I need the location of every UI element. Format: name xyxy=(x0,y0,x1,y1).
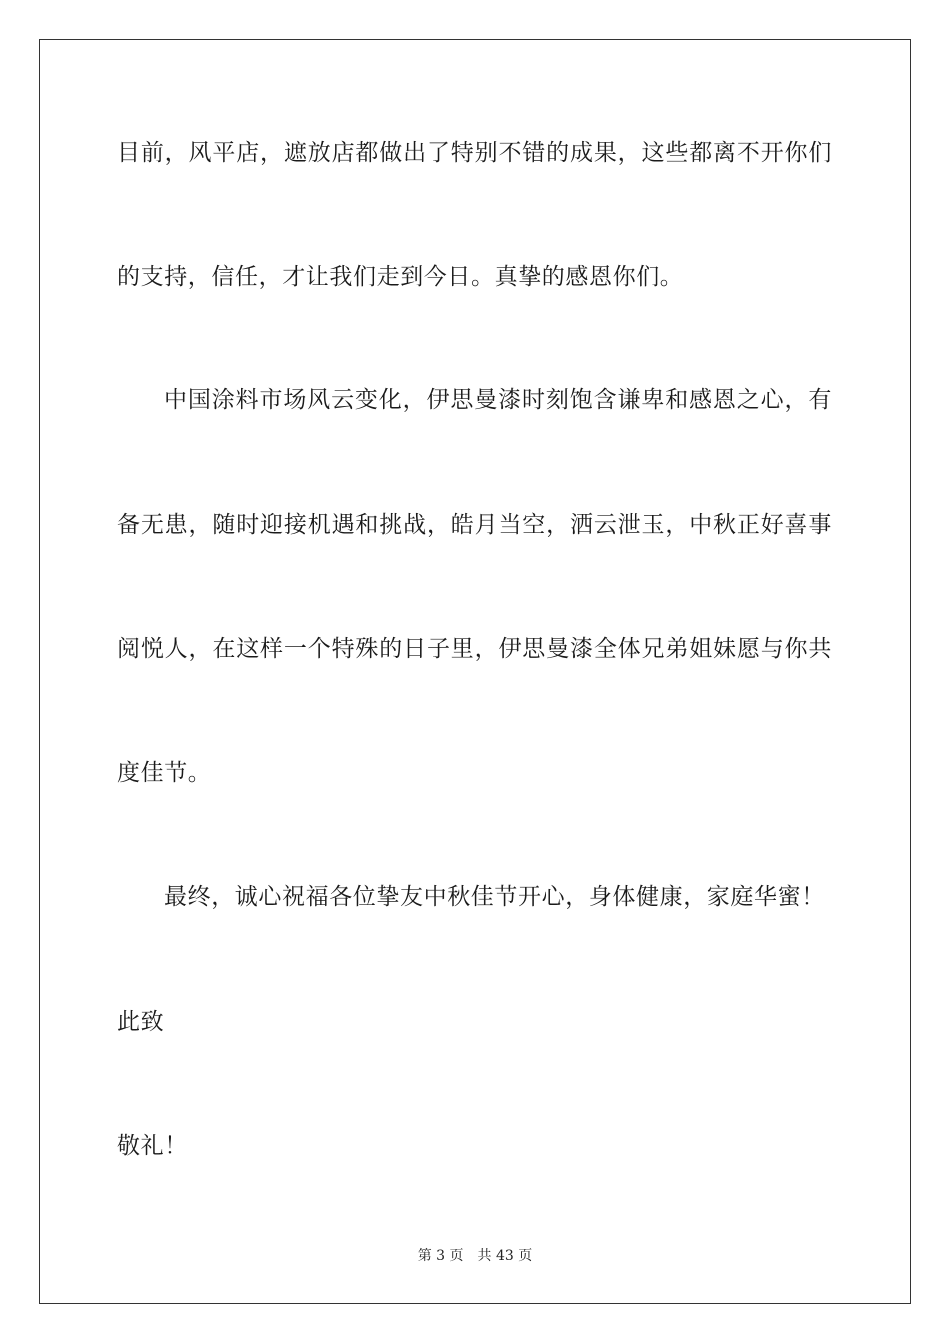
page-border xyxy=(39,39,911,1304)
body-line-4: 备无患，随时迎接机遇和挑战，皓月当空，洒云泄玉，中秋正好喜事 xyxy=(117,512,832,538)
closing-line-1: 此致 xyxy=(117,1009,165,1035)
body-line-1: 目前，风平店，遮放店都做出了特别不错的成果，这些都离不开你们 xyxy=(117,140,832,166)
body-line-6: 度佳节。 xyxy=(117,760,212,786)
page-total: 共 43 页 xyxy=(477,1248,533,1264)
page-footer xyxy=(0,1247,950,1265)
body-line-3: 中国涂料市场风云变化，伊思曼漆时刻饱含谦卑和感恩之心，有 xyxy=(164,387,832,413)
body-line-5: 阅悦人，在这样一个特殊的日子里，伊思曼漆全体兄弟姐妹愿与你共 xyxy=(117,636,832,662)
body-line-2: 的支持，信任，才让我们走到今日。真挚的感恩你们。 xyxy=(117,264,684,290)
closing-line-2: 敬礼！ xyxy=(117,1133,188,1159)
body-line-7: 最终，诚心祝福各位挚友中秋佳节开心，身体健康，家庭华蜜！ xyxy=(164,884,825,910)
page-number: 第 3 页 xyxy=(417,1248,464,1264)
